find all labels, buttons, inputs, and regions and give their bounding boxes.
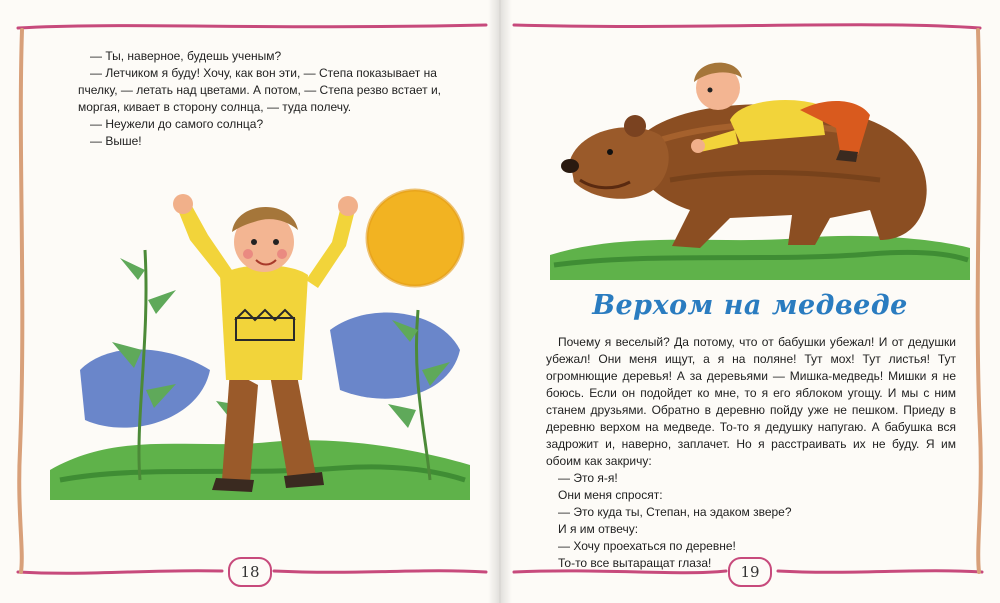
paragraph: И я им отвечу: — [558, 522, 639, 536]
right-page-text — [546, 334, 956, 572]
page-number: 19 — [728, 557, 772, 587]
left-page-text — [78, 48, 458, 150]
paragraph: — Это я-я! — [558, 471, 618, 485]
chapter-title: Верхом на медведе — [592, 290, 908, 321]
paragraph: — Это куда ты, Степан, на эдаком звере? — [558, 505, 792, 519]
paragraph: Почему я веселый? Да потому, что от бабушки убежал! И от дедушки убежал! Они меня ищут, а я на поляне! Тут мох! Тут листья! Тут огромнющие деревья! А за деревьями — Мишка-медведь! Мишки я не боюсь. Если он подойдет ко мне, то я его яблоком угощу. И мы с ним станем друзьями. Обратно в деревню пойду уже не пешком. Приеду в деревню верхом на медведе. То-то я дедушку напугаю. А бабушка вся задрожит и, наверно, заплачет. Но я расстраивать их не буду. Я им обоим как закричу: — [546, 335, 956, 468]
paragraph: — Выше! — [90, 134, 142, 148]
paragraph: — Неужели до самого солнца? — [90, 117, 264, 131]
boy-illustration — [40, 180, 480, 510]
paragraph: Они меня спросят: — [558, 488, 663, 502]
page-number: 18 — [228, 557, 272, 587]
paragraph: — Хочу проехаться по деревне! — [558, 539, 736, 553]
paragraph: То-то все вытаращат глаза! — [558, 556, 712, 570]
right-page — [500, 0, 1000, 603]
bear-illustration — [540, 40, 980, 280]
paragraph: — Ты, наверное, будешь ученым? — [90, 49, 282, 63]
paragraph: — Летчиком я буду! Хочу, как вон эти, — Степа показывает на пчелку, — летать над цветами. А потом, — Степа резво встает и, моргая, кивает в сторону солнца, — туда полечу. — [78, 66, 442, 114]
